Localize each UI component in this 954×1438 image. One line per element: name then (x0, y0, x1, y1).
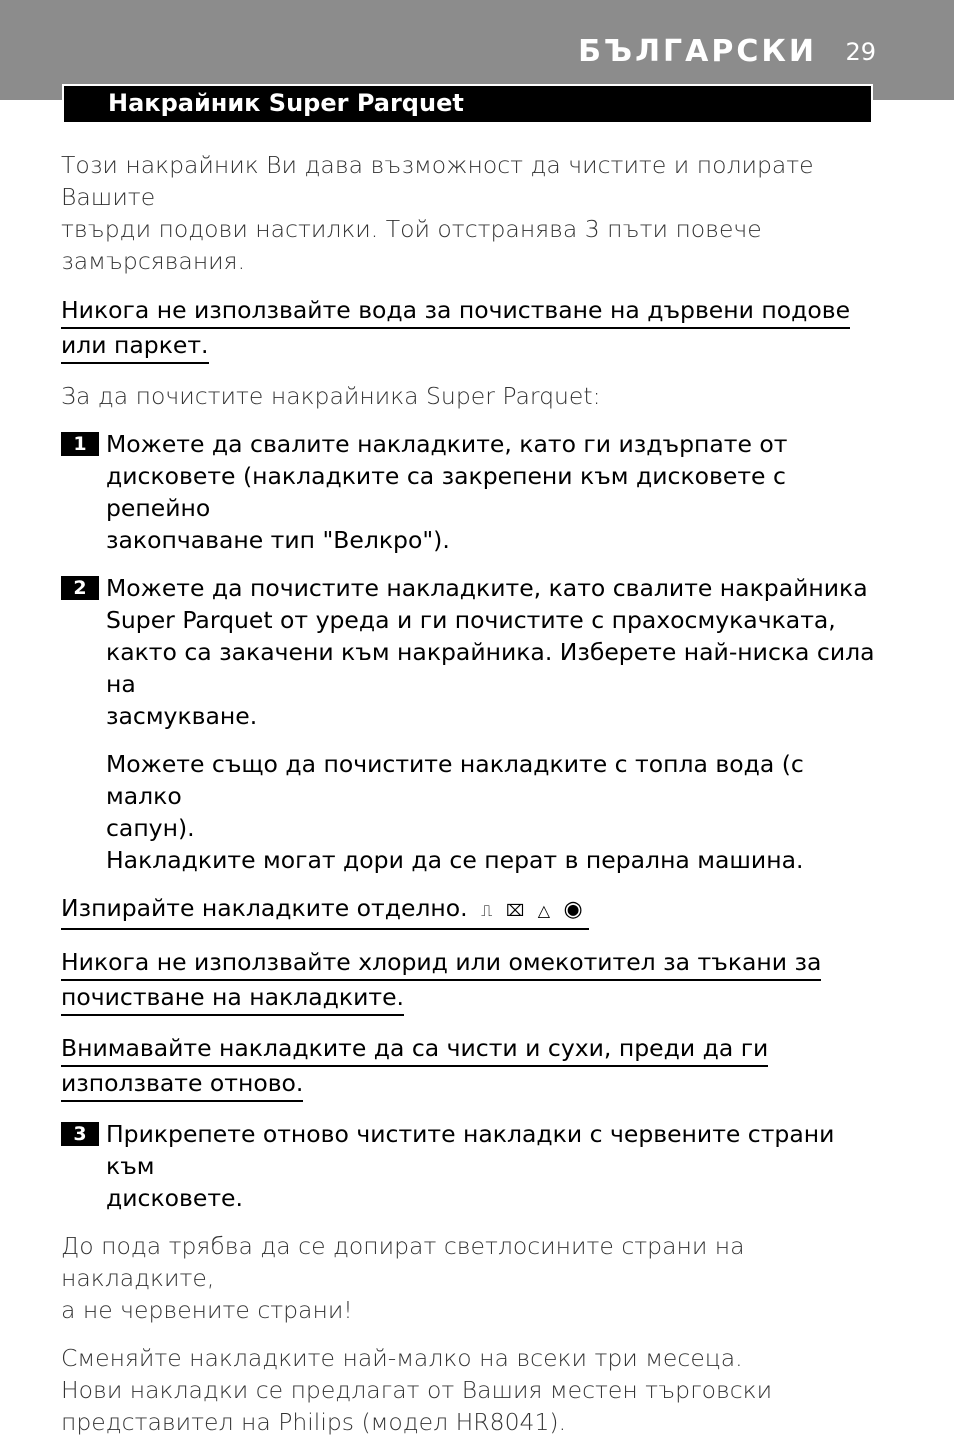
replace-note: Сменяйте накладките най-малко на всеки три месеца. Нови накладки се предлагат от Вашия местен търговски представител на Philips (модел HR8041). (61, 1344, 773, 1436)
content (61, 149, 879, 1438)
wash-40-icon: ⎍ (481, 901, 493, 920)
intro-paragraph: Този накрайник Ви дава възможност да чистите и полирате Вашите твърди подови настилки. Той отстранява 3 пъти повече замърсявания. (61, 151, 814, 275)
warning-chloride: Никога не използвайте хлорид или омекотител за тъкани за почистване на накладките. (61, 946, 879, 1016)
dry-clean-icon: ◉ (563, 897, 583, 922)
warning-water: Никога не използвайте вода за почистване на дървени подове или паркет. (61, 294, 879, 364)
language-label: БЪЛГАРСКИ (578, 34, 817, 69)
no-bleach-icon: △ (537, 901, 551, 920)
step-number-1: 1 (61, 432, 99, 456)
step-number-3: 3 (61, 1122, 99, 1146)
warning-dry: Внимавайте накладките да са чисти и сухи, преди да ги използвате отново. (61, 1032, 879, 1102)
care-symbols (481, 892, 589, 927)
step-1: 1 Можете да свалите накладките, като ги издърпате от дисковете (накладките са закрепени към дисковете с репейно закопчаване тип "Велкро"). (61, 428, 879, 556)
page-number: 29 (845, 38, 876, 66)
clean-intro: За да почистите накрайника Super Parquet: (61, 382, 601, 410)
no-tumble-dry-icon: ⌧ (505, 901, 525, 920)
step-2-extra: Можете също да почистите накладките с топла вода (с малко сапун). Накладките могат дори да се перат в перална машина. (106, 750, 804, 874)
step-2: 2 Можете да почистите накладките, като свалите накрайника Super Parquet от уреда и ги почистите с прахосмукачката, както са закачени към накрайника. Изберете най-ниска сила на засмукване. (61, 572, 879, 732)
rinse-separately: Изпирайте накладките отделно. ⎍ ⌧ △ ◉ (61, 892, 879, 930)
section-title-bar (62, 84, 873, 124)
step-number-2: 2 (61, 576, 99, 600)
step-3: 3 Прикрепете отново чистите накладки с червените страни към дисковете. (61, 1118, 879, 1214)
floor-note: До пода трябва да се допират светлосините страни на накладките, а не червените страни! (61, 1232, 745, 1324)
section-title: Накрайник Super Parquet (108, 89, 464, 117)
